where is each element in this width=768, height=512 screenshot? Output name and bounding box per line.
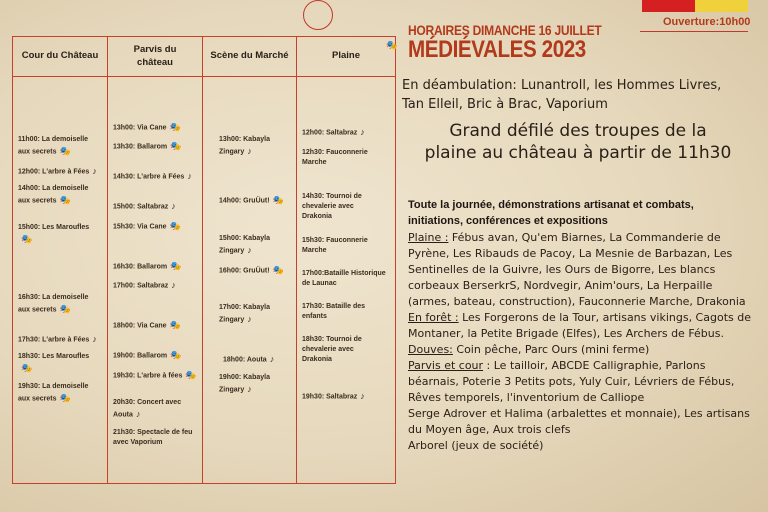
schedule-table: [12, 36, 396, 484]
event-cour: 15h00: Les Maroufles🎭: [18, 223, 102, 246]
theater-masks-icon: 🎭: [169, 320, 181, 330]
flag-yellow-stripe: [695, 0, 748, 12]
opening-time: Ouverture:10h00: [663, 16, 751, 28]
music-note-icon: ♪: [171, 201, 176, 211]
event-parvis: 18h00: Via Cane 🎭: [113, 319, 201, 332]
event-parvis: 15h00: Saltabraz ♪: [113, 200, 199, 213]
event-marche: 17h00: Kabayla Zingary ♪: [219, 303, 295, 326]
theater-masks-icon: 🎭: [185, 370, 197, 380]
theater-masks-icon: 🎭: [21, 363, 33, 374]
parade-announcement: Grand défilé des troupes de la plaine au château à partir de 11h30: [424, 121, 732, 164]
event-plaine: 17h30: Bataille des enfants: [302, 303, 366, 321]
event-parvis: 17h00: Saltabraz ♪: [113, 279, 199, 292]
event-parvis: 15h30: Via Cane 🎭: [113, 220, 201, 233]
music-note-icon: ♪: [92, 166, 97, 176]
theater-masks-icon: 🎭: [59, 146, 71, 157]
event-marche: 16h00: GruÜut! 🎭: [219, 264, 299, 277]
foret-label: En forêt :: [408, 311, 459, 324]
theater-masks-icon: 🎭: [21, 234, 33, 245]
page-subtitle: HORAIRES DIMANCHE 16 JUILLET: [408, 22, 602, 38]
event-parvis: 14h30: L'arbre à Fées ♪: [113, 170, 199, 183]
event-marche: 18h00: Aouta ♪: [223, 353, 299, 366]
event-parvis: 13h30: Ballarom 🎭: [113, 140, 201, 153]
foret-participants: En forêt : Les Forgerons de la Tour, artisans vikings, Cagots de Montaner, la Petite Brigade (Elfes), Les Archers de Fébus.: [408, 311, 751, 340]
plaine-label: Plaine :: [408, 231, 449, 244]
event-marche: 13h00: Kabayla Zingary ♪: [219, 135, 295, 158]
event-parvis: 19h00: Ballarom 🎭: [113, 349, 201, 362]
event-plaine: 15h30: Fauconnerie Marche: [302, 237, 368, 255]
douves-participants: Douves: Coin pêche, Parc Ours (mini ferme): [408, 343, 650, 356]
column-header-marche: Scène du Marché: [210, 50, 289, 62]
event-plaine: 14h30: Tournoi de chevalerie avec Drakonia: [302, 193, 362, 221]
theater-masks-icon: 🎭: [59, 195, 71, 206]
column-divider: [202, 37, 203, 483]
header-divider: [13, 76, 395, 77]
event-plaine: 12h00: Saltabraz ♪: [302, 126, 388, 139]
theater-masks-icon: 🎭: [170, 141, 182, 151]
page-title: MÉDIÉVALES 2023: [408, 36, 586, 63]
theater-masks-icon: 🎭: [272, 265, 284, 275]
plaine-participants: Plaine : Fébus avan, Qu'em Biarnes, La Commanderie de Pyrène, Les Ribauds de Pacoy, La Mesnie de Barbazan, Les Sentinelles de la Guivre, les Ours de Bigorre, Les blancs corbeaux BerserkrS, Nordvegir, Anim'ours, La Herpaille (armes, bateau, construction), Fauconnerie Marche, Drakonia: [408, 231, 746, 308]
music-note-icon: ♪: [92, 334, 97, 344]
event-plaine: 19h30: Saltabraz ♪: [302, 390, 390, 403]
music-note-icon: ♪: [247, 314, 252, 325]
event-cour: 18h30: Les Maroufles🎭: [18, 352, 102, 375]
adrover-participants: Serge Adrover et Halima (arbalettes et monnaie), Les artisans du Moyen âge, Aux trois clefs: [408, 407, 750, 436]
douves-label: Douves:: [408, 343, 453, 356]
column-divider: [296, 37, 297, 483]
theater-masks-icon: 🎭: [386, 40, 398, 50]
event-cour: 17h30: L'arbre à Fées ♪: [18, 333, 104, 346]
music-note-icon: ♪: [360, 127, 365, 137]
column-header-cour: Cour du Château: [21, 50, 99, 62]
event-parvis: 19h30: L'arbre à fées 🎭: [113, 369, 201, 382]
event-marche: 19h00: Kabayla Zingary ♪: [219, 373, 295, 396]
parvis-label: Parvis et cour: [408, 359, 484, 372]
music-note-icon: ♪: [247, 245, 252, 256]
event-cour: 12h00: L'arbre à Fées ♪: [18, 165, 104, 178]
music-note-icon: ♪: [171, 280, 176, 290]
event-plaine: 12h30: Fauconnerie Marche: [302, 149, 368, 167]
theater-masks-icon: 🎭: [170, 261, 182, 271]
event-parvis: 16h30: Ballarom 🎭: [113, 260, 201, 273]
column-header-parvis: Parvis du château: [133, 44, 177, 68]
event-parvis: 13h00: Via Cane 🎭: [113, 121, 201, 134]
event-cour: 16h30: La demoiselle aux secrets 🎭: [18, 293, 102, 316]
event-parvis: 20h30: Concert avec Aouta ♪: [113, 398, 199, 421]
event-parvis: 21h30: Spectacle de feu avec Vaporium: [113, 429, 193, 447]
arborel-participants: Arborel (jeux de société): [408, 439, 544, 452]
event-cour: 11h00: La demoiselle aux secrets 🎭: [18, 135, 102, 158]
event-plaine: 18h30: Tournoi de chevalerie avec Drakonia: [302, 336, 362, 364]
event-cour: 19h30: La demoiselle aux secrets 🎭: [18, 382, 102, 405]
column-divider: [107, 37, 108, 483]
theater-masks-icon: 🎭: [170, 350, 182, 360]
event-cour: 14h00: La demoiselle aux secrets 🎭: [18, 184, 102, 207]
deambulation-text: En déambulation: Lunantroll, les Hommes Livres, Tan Elleil, Bric à Brac, Vaporium: [402, 78, 722, 112]
theater-masks-icon: 🎭: [169, 221, 181, 231]
music-note-icon: ♪: [247, 146, 252, 157]
theater-masks-icon: 🎭: [59, 393, 71, 404]
music-note-icon: ♪: [360, 391, 365, 401]
event-marche: 14h00: GruÜut! 🎭: [219, 194, 299, 207]
music-note-icon: ♪: [187, 171, 192, 181]
column-header-plaine: Plaine: [332, 50, 360, 62]
music-note-icon: ♪: [247, 384, 252, 395]
music-note-icon: ♪: [135, 409, 141, 420]
parvis-participants: Parvis et cour : Le tailloir, ABCDE Calligraphie, Parlons béarnais, Poterie 3 Petits pots, Yuly Cuir, Lévriers de Fébus, Rêves temporels, l'inventorium de Calliope: [408, 359, 735, 404]
music-note-icon: ♪: [269, 354, 275, 364]
event-plaine: 17h00:Bataille Historique de Launac: [302, 270, 386, 288]
flag-red-stripe: [642, 0, 695, 12]
opening-underline: [640, 31, 748, 32]
event-marche: 15h00: Kabayla Zingary ♪: [219, 234, 295, 257]
decorative-circle: [303, 0, 333, 30]
theater-masks-icon: 🎭: [272, 195, 284, 205]
all-day-activities: Toute la journée, démonstrations artisanat et combats, initiations, conférences et expositions: [408, 199, 694, 227]
theater-masks-icon: 🎭: [169, 122, 181, 132]
theater-masks-icon: 🎭: [59, 304, 71, 315]
